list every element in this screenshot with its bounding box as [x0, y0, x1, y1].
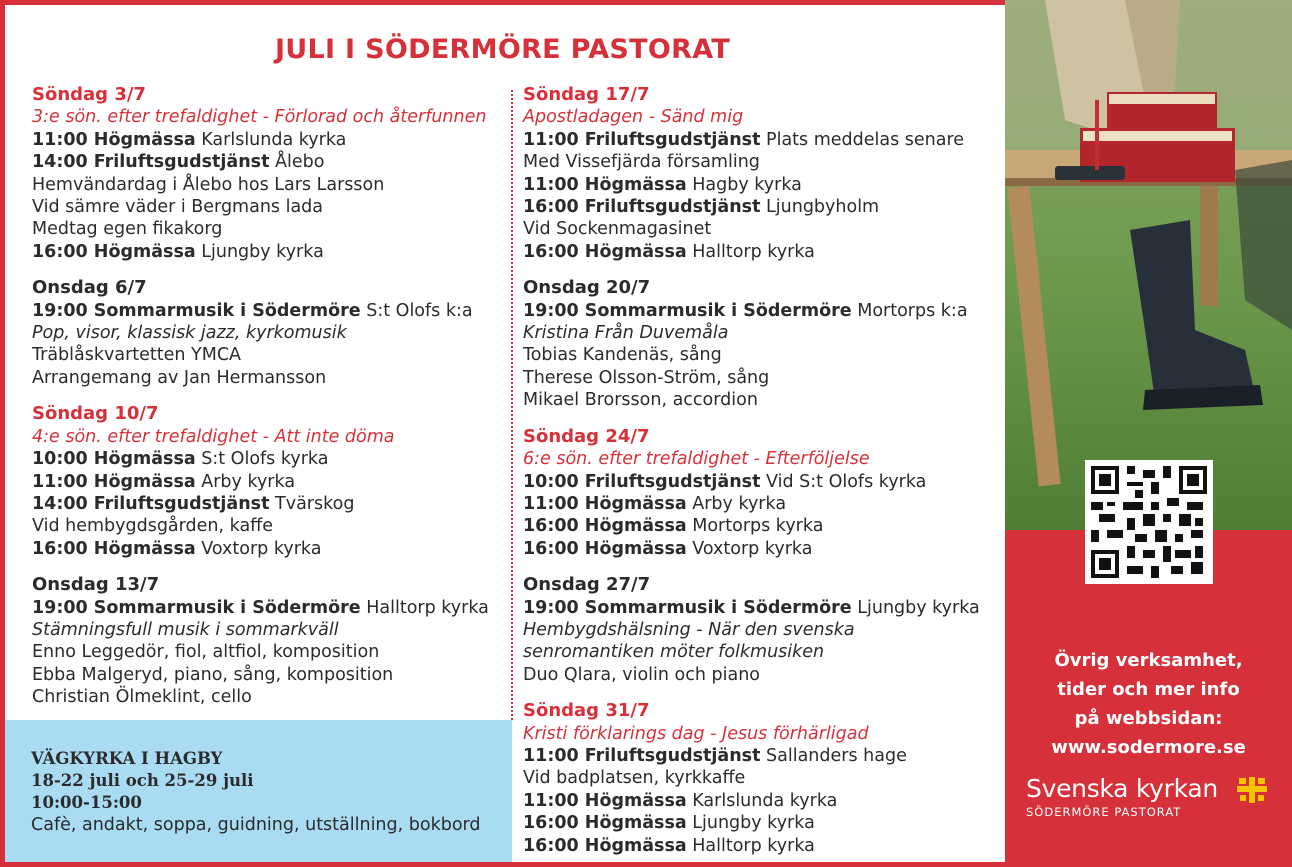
- event-detail: Sallanders hage: [760, 745, 907, 766]
- vagkyrka-activities: Cafè, andakt, soppa, guidning, utställning, bokbord: [31, 815, 481, 835]
- event-line: [32, 241, 504, 263]
- event-note: Stämningsfull musik i sommarkväll: [32, 619, 339, 640]
- logo-name: Svenska kyrkan: [1026, 774, 1218, 803]
- event-detail: Hagby kyrka: [686, 174, 802, 195]
- event-subtitle: Apostladagen - Sänd mig: [523, 107, 744, 128]
- page-title: JULI I SÖDERMÖRE PASTORAT: [274, 34, 731, 65]
- event-time-type: 19:00 Sommarmusik i Södermöre: [523, 597, 852, 618]
- event-time-type: 16:00 Högmässa: [523, 835, 687, 856]
- event-line: [32, 493, 504, 515]
- event-note: Hembygdshälsning - När den svenska: [523, 619, 855, 640]
- svenska-kyrkan-logo: [1026, 774, 1218, 819]
- event-detail: Ebba Malgeryd, piano, sång, komposition: [32, 664, 394, 685]
- event-detail: Duo Qlara, violin och piano: [523, 664, 761, 685]
- event-line: [32, 218, 504, 240]
- event-line: [32, 322, 504, 344]
- section-gap: [32, 560, 504, 574]
- event-detail: Vid badplatsen, kyrkkaffe: [523, 768, 746, 789]
- more-info-text: [1005, 646, 1292, 762]
- event-line: [523, 641, 993, 663]
- event-line: [32, 196, 504, 218]
- event-subtitle: 4:e sön. efter trefaldighet - Att inte döma: [32, 426, 395, 447]
- bible-bench-photo: [1005, 0, 1292, 530]
- event-time-type: 11:00 Högmässa: [523, 790, 687, 811]
- event-line: [523, 218, 993, 240]
- event-line: [32, 538, 504, 560]
- event-time-type: 11:00 Friluftsgudstjänst: [523, 745, 761, 766]
- event-detail: Halltorp kyrka: [686, 241, 815, 262]
- section-gap: [523, 686, 993, 700]
- event-time-type: 19:00 Sommarmusik i Södermöre: [523, 300, 852, 321]
- event-subtitle: 3:e sön. efter trefaldighet - Förlorad och återfunnen: [32, 107, 487, 128]
- section-gap: [523, 263, 993, 277]
- event-day-heading: Söndag 17/7: [523, 84, 650, 105]
- event-note: senromantiken möter folkmusiken: [523, 642, 825, 663]
- event-line: [523, 538, 993, 560]
- event-detail: S:t Olofs kyrka: [195, 449, 329, 470]
- church-cross-icon: [1236, 776, 1268, 804]
- event-detail: Voxtorp kyrka: [195, 538, 322, 559]
- section-gap: [32, 389, 504, 403]
- website-url[interactable]: www.sodermore.se: [1051, 737, 1246, 758]
- event-line: [32, 344, 504, 366]
- event-time-type: 10:00 Friluftsgudstjänst: [523, 471, 761, 492]
- event-time-type: 19:00 Sommarmusik i Södermöre: [32, 300, 361, 321]
- event-line: [523, 344, 993, 366]
- event-time-type: 14:00 Friluftsgudstjänst: [32, 493, 270, 514]
- event-detail: Arby kyrka: [195, 471, 296, 492]
- event-line: [32, 664, 504, 686]
- event-detail: Tvärskog: [269, 493, 355, 514]
- event-detail: Karlslunda kyrka: [686, 790, 838, 811]
- event-line: [523, 471, 993, 493]
- event-time-type: 11:00 Högmässa: [32, 129, 196, 150]
- qr-code-icon: [1085, 460, 1213, 584]
- event-time-type: 11:00 Högmässa: [523, 493, 687, 514]
- event-line: [523, 493, 993, 515]
- event-line: [523, 129, 993, 151]
- event-detail: Plats meddelas senare: [760, 129, 965, 150]
- event-line: [523, 767, 993, 789]
- event-time-type: 16:00 Högmässa: [523, 516, 687, 537]
- vagkyrka-time: 10:00-15:00: [31, 793, 142, 812]
- event-line: [32, 367, 504, 389]
- event-detail: Mortorps kyrka: [686, 516, 824, 537]
- event-detail: Mikael Brorsson, accordion: [523, 390, 758, 411]
- event-detail: Karlslunda kyrka: [195, 129, 347, 150]
- vagkyrka-box: [5, 720, 512, 862]
- event-line: [523, 790, 993, 812]
- event-line: [523, 619, 993, 641]
- event-line: [523, 174, 993, 196]
- event-detail: Tobias Kandenäs, sång: [523, 345, 722, 366]
- event-detail: Vid hembygdsgården, kaffe: [32, 516, 274, 537]
- event-time-type: 11:00 Friluftsgudstjänst: [523, 129, 761, 150]
- event-detail: Ålebo: [269, 152, 325, 173]
- event-line: [32, 174, 504, 196]
- event-line: [523, 196, 993, 218]
- event-detail: Ljungby kyrka: [686, 813, 815, 834]
- event-detail: Voxtorp kyrka: [686, 538, 813, 559]
- event-day-heading: Onsdag 13/7: [32, 574, 160, 596]
- vagkyrka-heading: VÄGKYRKA I HAGBY: [31, 749, 223, 768]
- event-day-heading: Onsdag 6/7: [32, 277, 147, 299]
- event-line: [523, 367, 993, 389]
- event-day-heading: Söndag 31/7: [523, 700, 650, 722]
- event-detail: Träblåskvartetten YMCA: [32, 345, 242, 366]
- event-line: [32, 641, 504, 663]
- event-line: [32, 515, 504, 537]
- event-detail: Ljungby kyrka: [851, 597, 980, 618]
- event-time-type: 16:00 Högmässa: [32, 241, 196, 262]
- event-time-type: 10:00 Högmässa: [32, 449, 196, 470]
- info-line-2: tider och mer info: [1057, 679, 1240, 700]
- event-time-type: 14:00 Friluftsgudstjänst: [32, 152, 270, 173]
- section-gap: [523, 412, 993, 426]
- event-detail: Vid S:t Olofs kyrka: [760, 471, 927, 492]
- info-line-3: på webbsidan:: [1074, 708, 1223, 729]
- event-day-heading: Söndag 10/7: [32, 403, 159, 425]
- section-gap: [32, 263, 504, 277]
- event-time-type: 11:00 Högmässa: [32, 471, 196, 492]
- event-line: [523, 597, 993, 619]
- event-time-type: 19:00 Sommarmusik i Södermöre: [32, 597, 361, 618]
- event-detail: Vid sämre väder i Bergmans lada: [32, 197, 324, 218]
- event-day-heading: Söndag 3/7: [32, 84, 146, 105]
- event-line: [523, 241, 993, 263]
- event-day-heading: Onsdag 27/7: [523, 574, 651, 596]
- event-detail: Vid Sockenmagasinet: [523, 219, 712, 240]
- event-day-heading: Söndag 24/7: [523, 425, 650, 447]
- event-detail: Therese Olsson-Ström, sång: [523, 367, 770, 388]
- event-subtitle: 6:e sön. efter trefaldighet - Efterföljelse: [523, 449, 870, 470]
- event-detail: Arby kyrka: [686, 493, 787, 514]
- logo-parish: SÖDERMÖRE PASTORAT: [1026, 805, 1182, 819]
- column-divider: [511, 90, 513, 720]
- event-time-type: 16:00 Högmässa: [523, 538, 687, 559]
- event-time-type: 16:00 Högmässa: [32, 538, 196, 559]
- event-time-type: 16:00 Friluftsgudstjänst: [523, 197, 761, 218]
- event-time-type: 11:00 Högmässa: [523, 174, 687, 195]
- event-detail: Enno Leggedör, fiol, altfiol, komposition: [32, 642, 380, 663]
- event-line: [523, 300, 993, 322]
- event-detail: Arrangemang av Jan Hermansson: [32, 367, 327, 388]
- event-time-type: 16:00 Högmässa: [523, 813, 687, 834]
- event-detail: Halltorp kyrka: [360, 597, 489, 618]
- event-detail: Hemvändardag i Ålebo hos Lars Larsson: [32, 174, 385, 195]
- event-line: [32, 597, 504, 619]
- event-note: Pop, visor, klassisk jazz, kyrkomusik: [32, 323, 347, 344]
- event-line: [32, 686, 504, 708]
- event-line: [523, 835, 993, 857]
- event-detail: Mortorps k:a: [851, 300, 968, 321]
- event-line: [523, 664, 993, 686]
- info-line-1: Övrig verksamhet,: [1054, 650, 1243, 671]
- event-detail: Med Vissefjärda församling: [523, 152, 760, 173]
- event-time-type: 16:00 Högmässa: [523, 241, 687, 262]
- vagkyrka-dates: 18-22 juli och 25-29 juli: [31, 771, 254, 790]
- event-line: [32, 471, 504, 493]
- event-line: [32, 129, 504, 151]
- event-detail: Ljungby kyrka: [195, 241, 324, 262]
- event-line: [523, 745, 993, 767]
- section-gap: [523, 560, 993, 574]
- event-line: [32, 300, 504, 322]
- schedule-left-column: [32, 84, 504, 709]
- event-line: [32, 151, 504, 173]
- event-detail: Halltorp kyrka: [686, 835, 815, 856]
- event-line: [523, 812, 993, 834]
- event-line: [523, 322, 993, 344]
- event-day-heading: Onsdag 20/7: [523, 277, 651, 299]
- event-detail: Medtag egen fikakorg: [32, 219, 223, 240]
- event-detail: Ljungbyholm: [760, 197, 880, 218]
- event-subtitle: Kristi förklarings dag - Jesus förhärligad: [523, 723, 869, 744]
- event-line: [523, 515, 993, 537]
- event-note: Kristina Från Duvemåla: [523, 323, 729, 344]
- event-detail: Christian Ölmeklint, cello: [32, 687, 252, 708]
- event-line: [523, 389, 993, 411]
- event-detail: S:t Olofs k:a: [360, 300, 473, 321]
- schedule-right-column: [523, 84, 993, 857]
- event-line: [523, 151, 993, 173]
- event-line: [32, 619, 504, 641]
- event-line: [32, 448, 504, 470]
